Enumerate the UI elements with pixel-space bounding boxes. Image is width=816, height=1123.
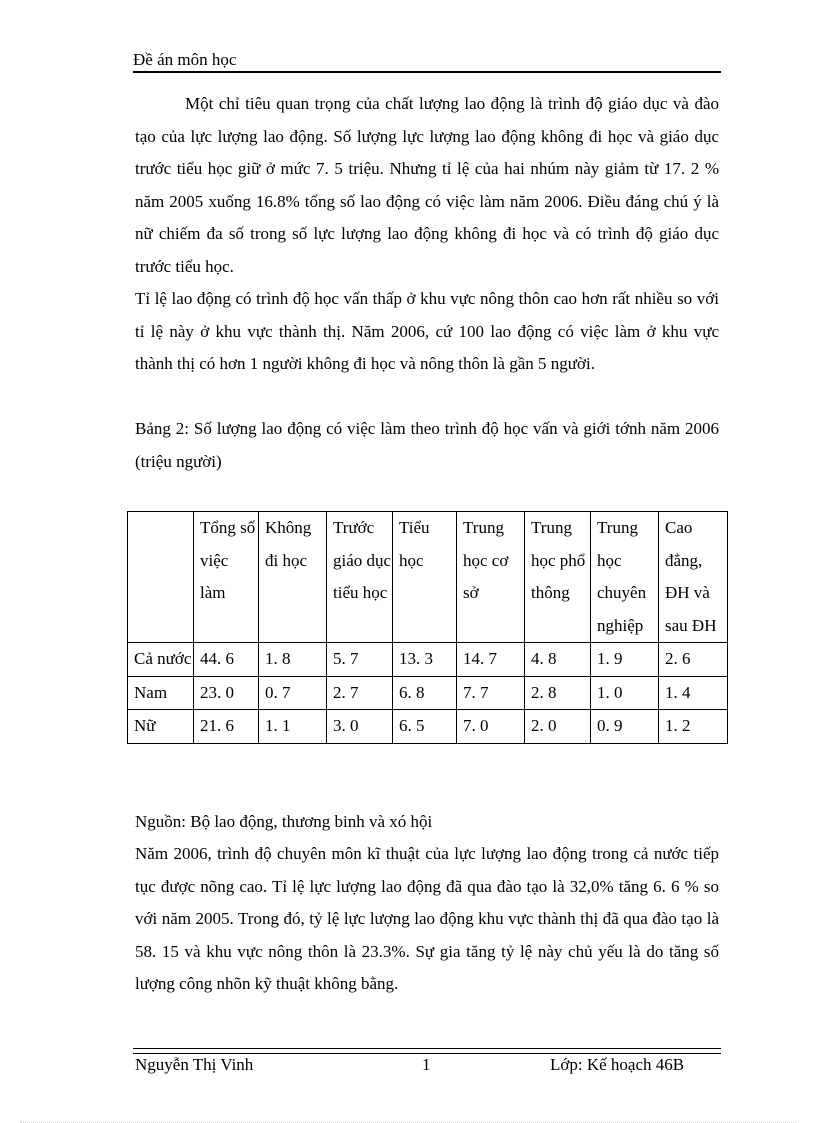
- header-cell: Trung học chuyên nghiệp: [591, 512, 659, 643]
- header-title: Đề án môn học: [133, 50, 237, 69]
- row-label: Cả nước: [128, 643, 194, 677]
- paragraph-quality-indicator: Một chỉ tiêu quan trọng của chất lượng lao động là trình độ giáo dục và đào tạo của lực lượng lao động. Số lượng lực lượng lao động không đi học và giáo dục trước tiểu học giữ ở mức 7. 5 triệu. Nhưng tỉ lệ của hai nhúm này giảm từ 17. 2 % năm 2005 xuống 16.8% tổng số lao động có việc làm năm 2006. Điều đáng chú ý là nữ chiếm đa số trong số lực lượng lao động không đi học và có trình độ giáo dục trước tiểu học.: [135, 94, 719, 276]
- table-row: [128, 710, 728, 744]
- header-cell: Trước giáo dục tiểu học: [327, 512, 393, 643]
- table-caption: Bảng 2: Số lượng lao động có việc làm theo trình độ học vấn và giới tớnh năm 2006 (triệu người): [135, 419, 719, 471]
- table-cell: 1. 9: [591, 643, 659, 677]
- header-cell: [128, 512, 194, 643]
- table-cell: 44. 6: [194, 643, 259, 677]
- footer-divider: [133, 1048, 721, 1054]
- header-cell: Tổng số việc làm: [194, 512, 259, 643]
- footer-class: Lớp: Kế hoạch 46B: [550, 1055, 685, 1074]
- table-cell: 5. 7: [327, 643, 393, 677]
- table-cell: 2. 7: [327, 676, 393, 710]
- header-cell: Trung học phổ thông: [525, 512, 591, 643]
- table-cell: 2. 0: [525, 710, 591, 744]
- table-cell: 6. 8: [393, 676, 457, 710]
- footer-author: Nguyễn Thị Vinh: [135, 1055, 254, 1074]
- table-cell: 7. 0: [457, 710, 525, 744]
- table-cell: 1. 2: [659, 710, 728, 744]
- table-cell: 3. 0: [327, 710, 393, 744]
- table-cell: 23. 0: [194, 676, 259, 710]
- table-cell: 1. 8: [259, 643, 327, 677]
- header-cell: Tiểu học: [393, 512, 457, 643]
- table-cell: 0. 9: [591, 710, 659, 744]
- employment-table: [127, 511, 728, 744]
- table-cell: 1. 1: [259, 710, 327, 744]
- table-cell: 21. 6: [194, 710, 259, 744]
- table-source: Nguồn: Bộ lao động, thương binh và xó hội: [135, 812, 433, 831]
- table-cell: 2. 8: [525, 676, 591, 710]
- row-label: Nữ: [128, 710, 194, 744]
- paragraph-training: Năm 2006, trình độ chuyên môn kĩ thuật của lực lượng lao động trong cả nước tiếp tục được nõng cao. Tỉ lệ lực lượng lao động đã qua đào tạo là 32,0% tăng 6. 6 % so với năm 2005. Trong đó, tỷ lệ lực lượng lao động khu vực thành thị đã qua đào tạo là 58. 15 và khu vực nông thôn là 23.3%. Sự gia tăng tỷ lệ này chủ yếu là do tăng số lượng công nhõn kỹ thuật không bằng.: [135, 844, 719, 994]
- row-label: Nam: [128, 676, 194, 710]
- table-cell: 13. 3: [393, 643, 457, 677]
- paragraph-rural-urban: Tỉ lệ lao động có trình độ học vấn thấp ở khu vực nông thôn cao hơn rất nhiều so với tỉ lệ này ở khu vực thành thị. Năm 2006, cứ 100 lao động có việc làm ở khu vực thành thị có hơn 1 người không đi học và nông thôn là gần 5 người.: [135, 289, 719, 374]
- table-header-row: [128, 512, 728, 643]
- table-cell: 14. 7: [457, 643, 525, 677]
- table-row: [128, 676, 728, 710]
- table-cell: 1. 4: [659, 676, 728, 710]
- header-cell: Trung học cơ sở: [457, 512, 525, 643]
- table-cell: 6. 5: [393, 710, 457, 744]
- header-cell: Không đi học: [259, 512, 327, 643]
- header-cell: Cao đẳng, ĐH và sau ĐH: [659, 512, 728, 643]
- table-row: [128, 643, 728, 677]
- page-number: 1: [422, 1055, 431, 1074]
- table-cell: 0. 7: [259, 676, 327, 710]
- page-header: [133, 50, 721, 73]
- table-cell: 1. 0: [591, 676, 659, 710]
- table-cell: 7. 7: [457, 676, 525, 710]
- table-cell: 2. 6: [659, 643, 728, 677]
- table-cell: 4. 8: [525, 643, 591, 677]
